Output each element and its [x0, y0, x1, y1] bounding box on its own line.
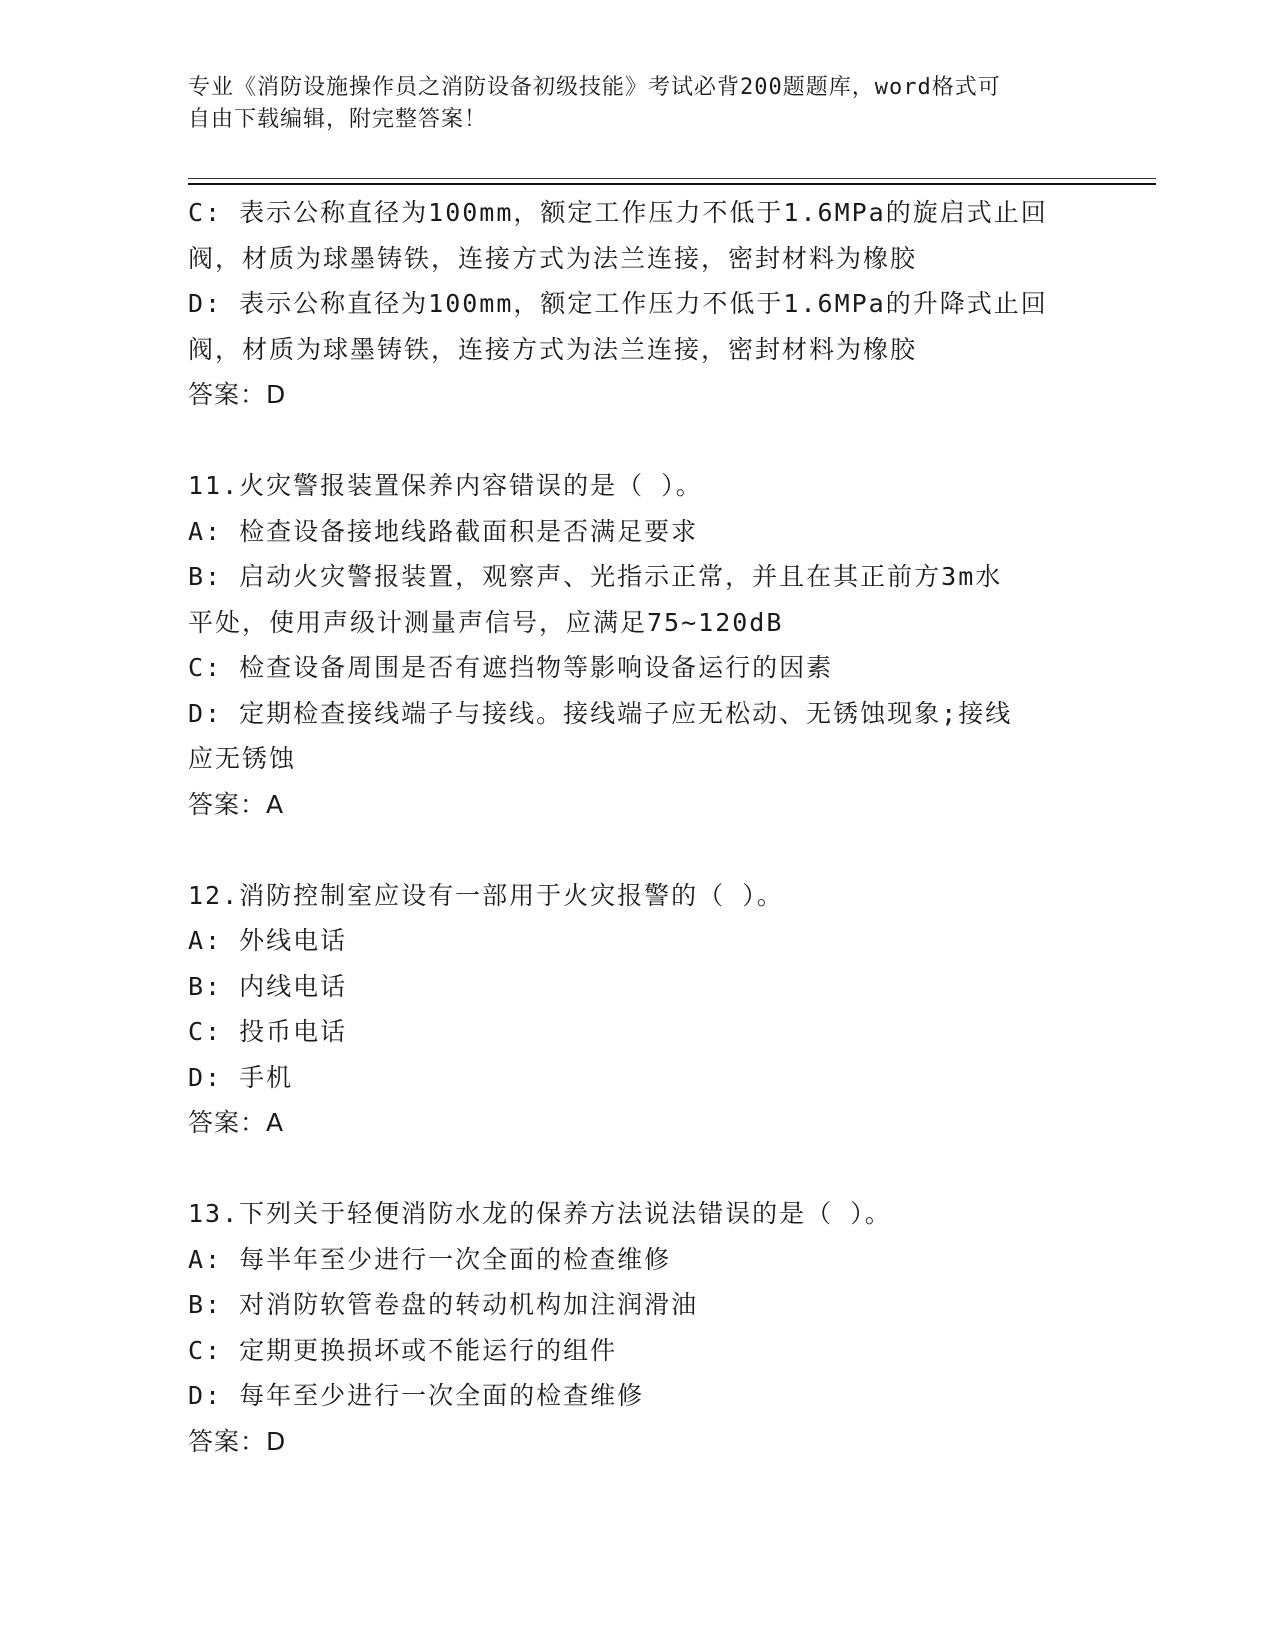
option-c: C: 表示公称直径为100mm，额定工作压力不低于1.6MPa的旋启式止回: [188, 198, 1048, 227]
answer-line: 答案：D: [188, 380, 287, 409]
spacer: [188, 827, 1088, 873]
option-d: D: 表示公称直径为100mm，额定工作压力不低于1.6MPa的升降式止回: [188, 289, 1048, 318]
question-stem: 11.火灾警报装置保养内容错误的是（ ）。: [188, 471, 703, 500]
spacer: [188, 418, 1088, 464]
option-d: D: 每年至少进行一次全面的检查维修: [188, 1381, 645, 1410]
option-d-continued: 阀，材质为球墨铸铁，连接方式为法兰连接，密封材料为橡胶: [188, 334, 918, 364]
option-d: D: 定期检查接线端子与接线。接线端子应无松动、无锈蚀现象;接线: [188, 698, 1013, 728]
question-block-13: [188, 1191, 1088, 1464]
option-b: B: 对消防软管卷盘的转动机构加注润滑油: [188, 1290, 699, 1319]
option-c: C: 检查设备周围是否有遮挡物等影响设备运行的因素: [188, 653, 834, 682]
question-block-12: [188, 873, 1088, 1146]
header-line-1: 专业《消防设施操作员之消防设备初级技能》考试必背200题题库，word格式可: [188, 75, 1001, 100]
document-header: [188, 72, 1088, 136]
option-b: B: 内线电话: [188, 971, 348, 1001]
document-body: [188, 190, 1088, 1464]
option-a: A: 每半年至少进行一次全面的检查维修: [188, 1244, 672, 1274]
header-divider-thick: [188, 183, 1156, 185]
spacer: [188, 1146, 1088, 1192]
answer-line: 答案：A: [188, 789, 285, 819]
question-block-prev: [188, 190, 1088, 418]
option-a: A: 检查设备接地线路截面积是否满足要求: [188, 516, 699, 546]
question-block-11: [188, 463, 1088, 827]
option-c: C: 投币电话: [188, 1017, 348, 1046]
option-c: C: 定期更换损坏或不能运行的组件: [188, 1335, 618, 1365]
header-line-2: 自由下载编辑，附完整答案！: [188, 107, 488, 132]
question-stem: 13.下列关于轻便消防水龙的保养方法说法错误的是（ ）。: [188, 1199, 892, 1228]
option-b-continued: 平处，使用声级计测量声信号，应满足75~120dB: [188, 607, 784, 637]
option-b: B: 启动火灾警报装置，观察声、光指示正常，并且在其正前方3m水: [188, 562, 1003, 591]
option-d-continued: 应无锈蚀: [188, 744, 297, 773]
option-a: A: 外线电话: [188, 926, 348, 955]
header-divider-thin: [188, 178, 1156, 179]
option-d: D: 手机: [188, 1062, 294, 1092]
option-c-continued: 阀，材质为球墨铸铁，连接方式为法兰连接，密封材料为橡胶: [188, 243, 918, 273]
answer-line: 答案：A: [188, 1108, 285, 1137]
question-stem: 12.消防控制室应设有一部用于火灾报警的（ ）。: [188, 880, 784, 910]
answer-line: 答案：D: [188, 1426, 287, 1456]
